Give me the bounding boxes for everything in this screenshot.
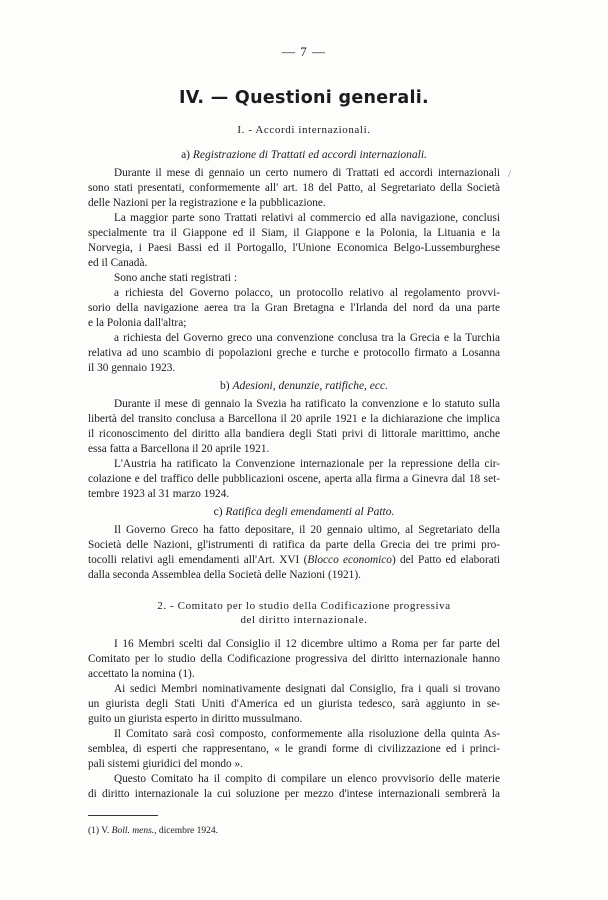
text-line: Ai sedici Membri nominativamente designati dal Consiglio, fra i quali si trovano bbox=[114, 683, 500, 695]
text-line: Norvegia, i Paesi Bassi ed il Portogallo, l'Unione Economica Belgo-Lussemburghese bbox=[88, 242, 500, 254]
text-line: a richiesta del Governo polacco, un protocollo relativo al regolamento provvi- bbox=[114, 287, 500, 299]
text-line: I 16 Membri scelti dal Consiglio il 12 dicembre ultimo a Roma per far parte del bbox=[114, 638, 500, 650]
text-line: semblea, di esperti che rappresentano, « le grandi forme di civilizzazione ed i princi- bbox=[88, 743, 500, 755]
text-line: un giurista degli Stati Uniti d'America ed un giurista tedesco, sarà aggiunto in se- bbox=[88, 698, 500, 710]
text-line: delle Nazioni per la registrazione e la pubblicazione. bbox=[88, 197, 326, 209]
text-line: libertà del transito conclusa a Barcellona il 20 aprile 1921 e la dichiarazione che implica bbox=[88, 413, 500, 425]
subheading-a: a) Registrazione di Trattati ed accordi internazionali. bbox=[181, 149, 427, 161]
text-line: Il Governo Greco ha fatto depositare, il 20 gennaio ultimo, al Segretariato della bbox=[114, 524, 500, 536]
text-line: essa fatta a Barcellona il 20 aprile 1921. bbox=[88, 443, 270, 455]
text-line: Società delle Nazioni, gl'istrumenti di ratifica da parte della Grecia dei tre primi pro- bbox=[88, 539, 500, 551]
subheading-b: b) Adesioni, denunzie, ratifiche, ecc. bbox=[220, 380, 388, 392]
text-line: Questo Comitato ha il compito di compilare un elenco provvisorio delle materie bbox=[114, 773, 500, 785]
text-line: relativa ad uno scambio di popolazioni greche e turche e protocollo firmato a Losanna bbox=[88, 347, 500, 359]
text-line: il 30 gennaio 1923. bbox=[88, 362, 176, 374]
text-line: Sono anche stati registrati : bbox=[114, 272, 237, 284]
subheading-c: c) Ratifica degli emendamenti al Patto. bbox=[213, 506, 395, 518]
footnote: (1) V. Boll. mens., dicembre 1924. bbox=[88, 826, 218, 836]
margin-mark: / bbox=[508, 168, 512, 180]
text-line: Il Comitato sarà così composto, conformemente alla risoluzione della quinta As- bbox=[114, 728, 500, 740]
text-line: specialmente tra il Giappone ed il Siam, il Giappone e la Polonia, la Lituania e la bbox=[88, 227, 500, 239]
text-line: e la Polonia dall'altra; bbox=[88, 317, 187, 329]
section-heading-2-continued: del diritto internazionale. bbox=[240, 614, 368, 626]
text-line: colazione e del traffico delle pubblicazioni oscene, aperta alla firma a Ginevra dal 18 set- bbox=[88, 473, 500, 485]
footnote-rule bbox=[88, 815, 158, 816]
text-line: sono stati presentati, conformemente all' art. 18 del Patto, al Segretariato della Società bbox=[88, 182, 500, 194]
text-line: pali sistemi giuridici del mondo ». bbox=[88, 758, 244, 770]
section-heading-2: 2. - Comitato per lo studio della Codificazione progressiva bbox=[157, 600, 451, 612]
text-line: sorio della navigazione aerea tra la Gran Bretagna e l'Irlanda del nord da una parte bbox=[88, 302, 500, 314]
text-line: L'Austria ha ratificato la Convenzione internazionale per la repressione della cir- bbox=[114, 458, 500, 470]
text-line: guito un giurista esperto in diritto mussulmano. bbox=[88, 713, 303, 725]
text-line: tocolli relativi agli emendamenti all'Art. XVI (Blocco economico) del Patto ed elaborati bbox=[88, 554, 501, 566]
text-line: a richiesta del Governo greco una convenzione conclusa tra la Grecia e la Turchia bbox=[114, 332, 500, 344]
text-line: dalla seconda Assemblea della Società delle Nazioni (1921). bbox=[88, 569, 361, 581]
page-number: — 7 — bbox=[282, 44, 326, 59]
text-line: Durante il mese di gennaio la Svezia ha ratificato la convenzione e lo statuto sulla bbox=[114, 398, 500, 410]
text-line: tembre 1923 al 31 marzo 1924. bbox=[88, 488, 230, 500]
text-line: La maggior parte sono Trattati relativi al commercio ed alla navigazione, conclusi bbox=[114, 212, 500, 224]
text-line: Comitato per lo studio della Codificazione progressiva del diritto internazionale hanno bbox=[88, 653, 500, 665]
text-line: il riconoscimento del diritto alla bandiera degli Stati privi di littorale marittimo, anche bbox=[88, 428, 500, 440]
chapter-title: IV. — Questioni generali. bbox=[179, 88, 429, 108]
text-line: ed il Canadà. bbox=[88, 257, 148, 269]
text-line: di diritto internazionale la cui soluzione per mezzo d'intese internazionali sembrerà la bbox=[88, 788, 500, 800]
section-heading-1: I. - Accordi internazionali. bbox=[237, 124, 371, 136]
text-line: accettato la nomina (1). bbox=[88, 668, 195, 680]
text-line: Durante il mese di gennaio un certo numero di Trattati ed accordi internazionali bbox=[114, 167, 500, 179]
